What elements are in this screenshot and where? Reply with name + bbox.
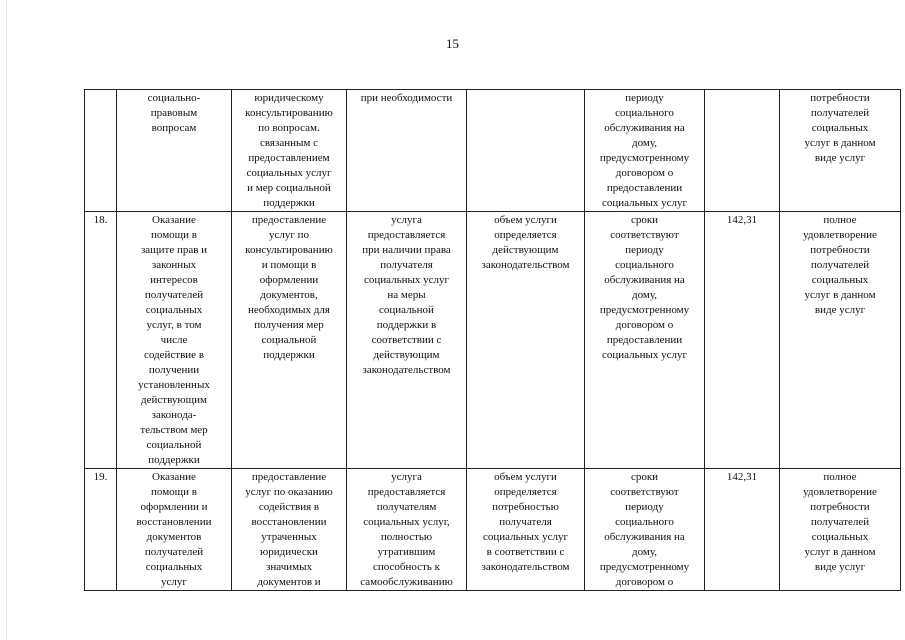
cell-service-volume: объем услуги определяется потребностью получателя социальных услуг в соответствии с законодательством	[467, 469, 585, 591]
page-number: 15	[446, 36, 459, 51]
cell-service-result: потребности получателей социальных услуг в данном виде услуг	[780, 90, 901, 212]
table-row	[85, 469, 901, 591]
cell-service-norm: услуга предоставляется получателям социальных услуг, полностью утратившим способность к самообслуживанию	[347, 469, 467, 591]
cell-service-norm: при необходимости	[347, 90, 467, 212]
cell-service-content: предоставление услуг по консультированию и помощи в оформлении документов, необходимых для получения мер социальной поддержки	[232, 212, 347, 469]
cell-service-terms: сроки соответствуют периоду социального обслуживания на дому, предусмотренному договором о	[585, 469, 705, 591]
table-row	[85, 90, 901, 212]
cell-service-name: Оказание помощи в оформлении и восстановлении документов получателей социальных услуг	[117, 469, 232, 591]
cell-number	[85, 90, 117, 212]
scan-edge-line	[6, 0, 7, 640]
cell-service-price: 142,31	[705, 212, 780, 469]
cell-service-content: юридическому консультированию по вопросам. связанным с предоставлением социальных услуг и мер социальной поддержки	[232, 90, 347, 212]
services-table	[84, 89, 901, 591]
cell-service-terms: периоду социального обслуживания на дому, предусмотренному договором о предоставлении социальных услуг	[585, 90, 705, 212]
cell-service-price: 142,31	[705, 469, 780, 591]
cell-service-result: полное удовлетворение потребности получателей социальных услуг в данном виде услуг	[780, 212, 901, 469]
cell-service-result: полное удовлетворение потребности получателей социальных услуг в данном виде услуг	[780, 469, 901, 591]
cell-number: 18.	[85, 212, 117, 469]
table-row	[85, 212, 901, 469]
cell-service-terms: сроки соответствуют периоду социального обслуживания на дому, предусмотренному договором о предоставлении социальных услуг	[585, 212, 705, 469]
cell-service-content: предоставление услуг по оказанию содействия в восстановлении утраченных юридически значимых документов и	[232, 469, 347, 591]
cell-service-volume: объем услуги определяется действующим законодательством	[467, 212, 585, 469]
cell-service-norm: услуга предоставляется при наличии права получателя социальных услуг на меры социальной поддержки в соответствии с действующим законодательством	[347, 212, 467, 469]
cell-number: 19.	[85, 469, 117, 591]
cell-service-price	[705, 90, 780, 212]
cell-service-volume	[467, 90, 585, 212]
cell-service-name: социально- правовым вопросам	[117, 90, 232, 212]
cell-service-name: Оказание помощи в защите прав и законных интересов получателей социальных услуг, в том числе содействие в получении установленных действующим законода- тельством мер социальной поддержки	[117, 212, 232, 469]
